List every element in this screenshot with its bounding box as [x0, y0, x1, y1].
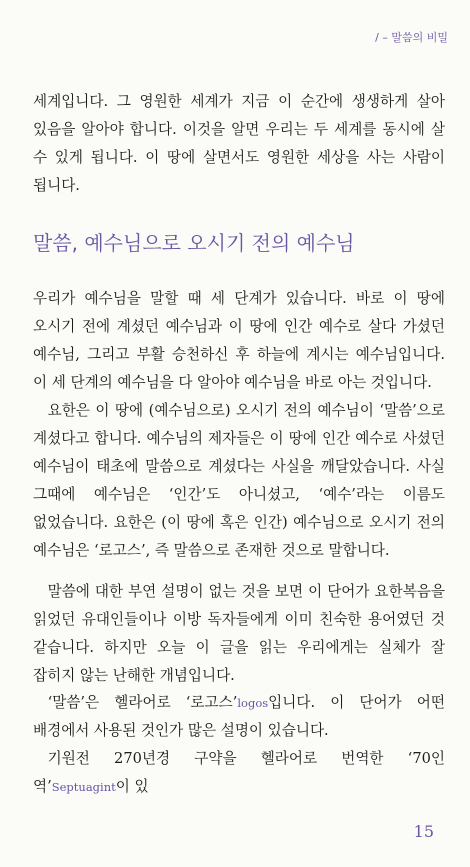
paragraph-text: 입니다. 이 단어가 어떤 배경에서 사용된 것인가 많은 설명이 있습니다. [33, 694, 446, 739]
paragraph-intro: 세계입니다. 그 영원한 세계가 지금 이 순간에 생생하게 살아 있음을 알아야 합니다. 이것을 알면 우리는 두 세계를 동시에 살 수 있게 됩니다. 이 땅에 살면서도 영원한 세상을 사는 사람이 됩니다. [33, 93, 445, 194]
running-header: / – 말씀의 비밀 [375, 31, 448, 44]
paragraph-text: ‘말씀’은 헬라어로 ‘로고스’ [47, 694, 238, 711]
section-heading: 말씀, 예수님으로 오시기 전의 예수님 [33, 231, 355, 255]
paragraph-three-stages: 우리가 예수님을 말할 때 세 단계가 있습니다. 바로 이 땅에 오시기 전에 계셨던 예수님과 이 땅에 인간 예수로 살다 가셨던 예수님, 그리고 부활 승천하신 후 하늘에 계시는 예수님입니다. 이 세 단계의 예수님을 다 알아야 예수님을 바로 아는 것입니다. [33, 290, 445, 391]
paragraph-john-logos: 요한은 이 땅에 (예수님으로) 오시기 전의 예수님이 ‘말씀’으로 계셨다고 합니다. 예수님의 제자들은 이 땅에 인간 예수로 사셨던 예수님이 태초에 말씀으로 계셨다는 사실을 깨달았습니다. 사실 그때에 예수님은 ‘인간’도 아니셨고, ‘예수’라는 이름도 없었습니다. 요한은 (이 땅에 혹은 인간) 예수님으로 오시기 전의 예수님은 ‘로고스’, 즉 말씀으로 존재한 것으로 말합니다. [33, 402, 445, 559]
page-number: 15 [413, 822, 434, 841]
latin-term: Septuagint [51, 780, 116, 794]
paragraph-explanation: 말씀에 대한 부연 설명이 없는 것을 보면 이 단어가 요한복음을 읽었던 유대인들이나 이방 독자들에게 이미 친숙한 용어였던 것 같습니다. 하지만 오늘 이 글을 읽는 우리에게는 실체가 잘 잡히지 않는 난해한 개념입니다. [33, 583, 445, 684]
paragraph-text: 이 있 [115, 778, 149, 795]
paragraph-greek-logos [33, 689, 445, 745]
latin-term: logos [237, 696, 269, 710]
paragraph-text: 기원전 270년경 구약을 헬라어로 번역한 ‘70인 역’ [33, 750, 445, 795]
paragraph-septuagint [33, 745, 445, 801]
